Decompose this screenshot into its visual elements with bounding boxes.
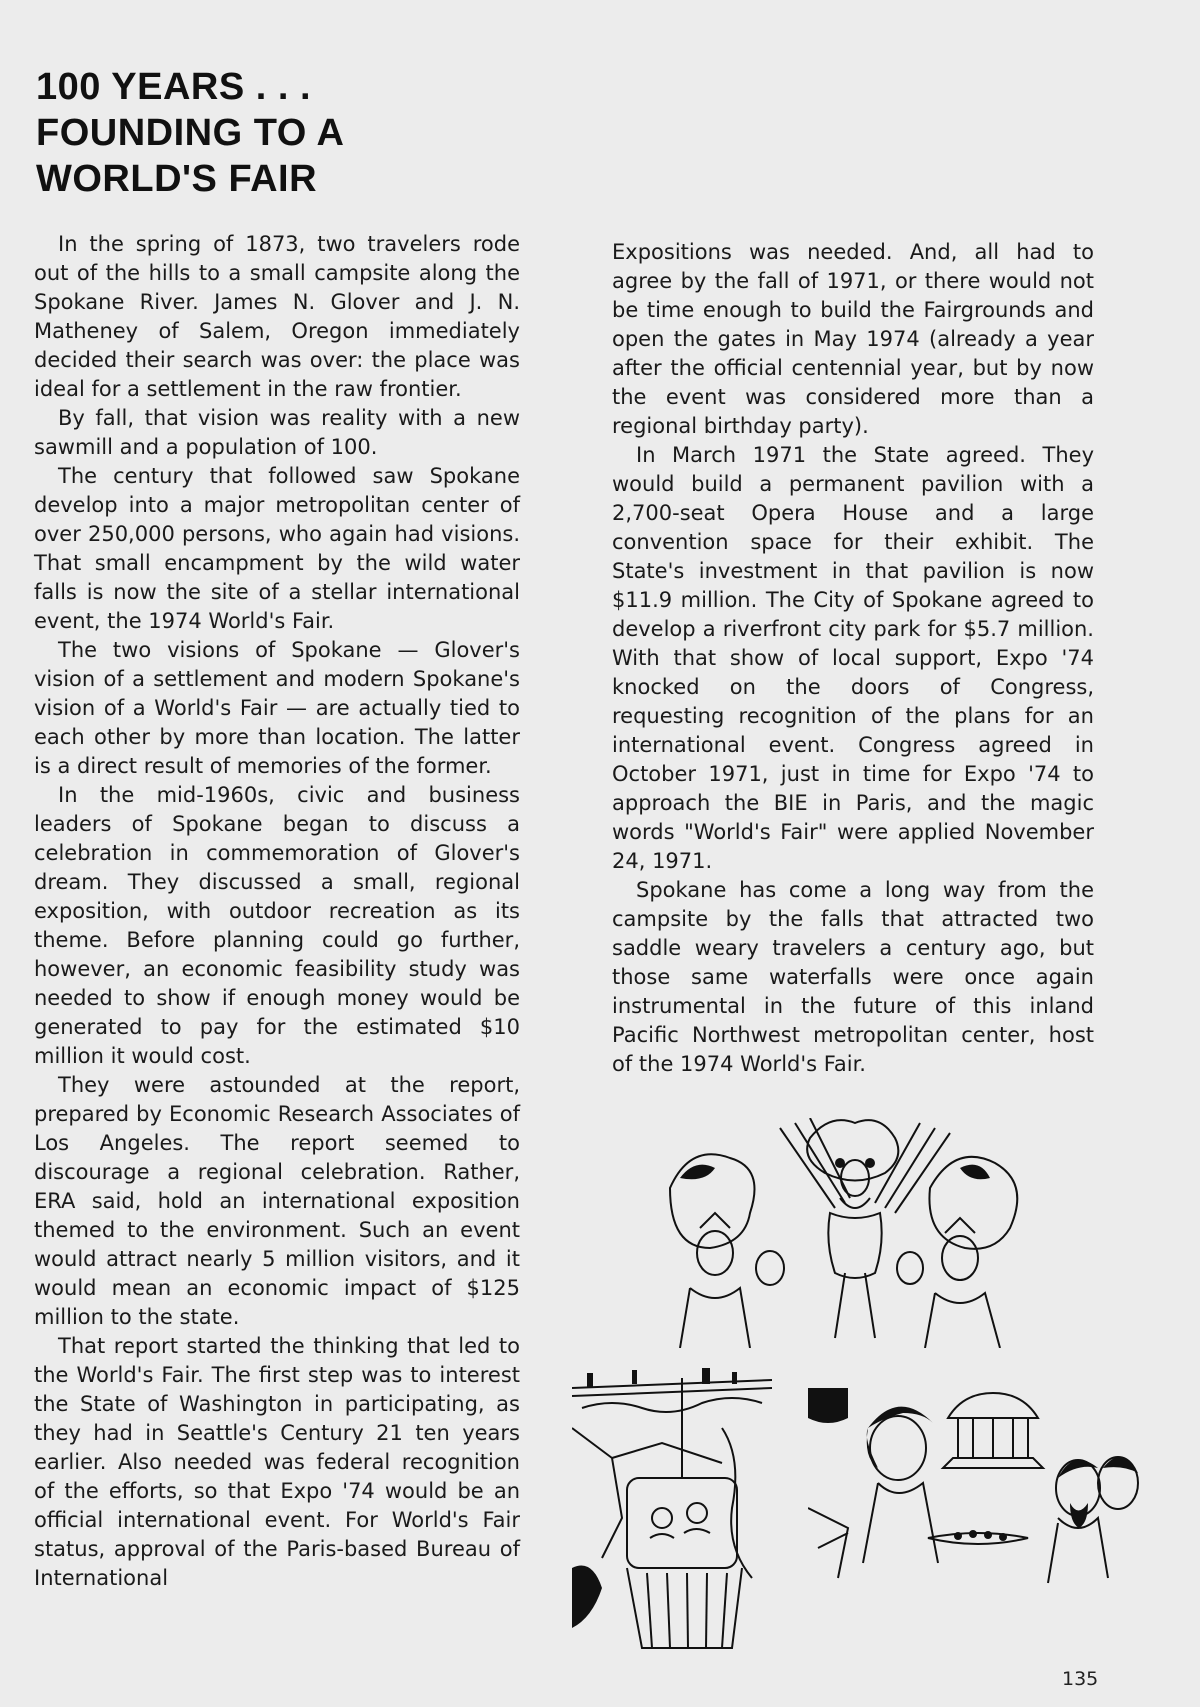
paragraph: They were astounded at the report, prepared by Economic Research Associates of Los Angeles. The report seemed to discourage a regional celebration. Rather, ERA said, hold an international exposition themed to the environment. Such an event would attract nearly 5 million visitors, and it would mean an economic impact of $125 million to the state. xyxy=(34,1073,520,1329)
page-title xyxy=(36,64,556,202)
paragraph: Spokane has come a long way from the campsite by the falls that attracted two saddle weary travelers a century ago, but those same waterfalls were once again instrumental in the future of this inland Pacific Northwest metropolitan center, host of the 1974 World's Fair. xyxy=(612,878,1094,1076)
paragraph: The century that followed saw Spokane develop into a major metropolitan center of over 250,000 persons, who again had visions. That small encampment by the wild water falls is now the site of a stellar international event, the 1974 World's Fair. xyxy=(34,464,520,633)
gondola-illustration xyxy=(572,1368,772,1658)
page-number: 135 xyxy=(1062,1668,1099,1690)
article-right-column xyxy=(612,238,1094,1079)
title-line-3: WORLD'S FAIR xyxy=(36,158,318,200)
paragraph: That report started the thinking that led to the World's Fair. The first step was to interest the State of Washington in participating, as they had in Seattle's Century 21 ten years earlier. Also needed was federal recognition of the efforts, so that Expo '74 would be an official international event. For World's Fair status, approval of the Paris-based Bureau of International xyxy=(34,1334,520,1590)
article-left-column xyxy=(34,230,520,1593)
paragraph-continued: Expositions was needed. And, all had to agree by the fall of 1971, or there would not be time enough to build the Fairgrounds and open the gates in May 1974 (already a year after the official centennial year, but by now the event was considered more than a regional birthday party). xyxy=(612,240,1094,438)
title-line-2: FOUNDING TO A xyxy=(36,112,345,154)
paragraph: In the mid-1960s, civic and business leaders of Spokane began to discuss a celebration in commemoration of Glover's dream. They discussed a small, regional exposition, with outdoor recreation as its theme. Before planning could go further, however, an economic feasibility study was needed to show if enough money would be generated to pay for the estimated $10 million it would cost. xyxy=(34,783,520,1068)
paragraph: In March 1971 the State agreed. They would build a permanent pavilion with a 2,700-seat Opera House and a large convention space for their exhibit. The State's investment in that pavilion is now $11.9 million. The City of Spokane agreed to develop a riverfront city park for $5.7 million. With that show of local support, Expo '74 knocked on the doors of Congress, requesting recognition of the plans for an international event. Congress agreed in October 1971, just in time for Expo '74 to approach the BIE in Paris, and the magic words "World's Fair" were applied November 24, 1971. xyxy=(612,443,1094,873)
paragraph: In the spring of 1873, two travelers rode out of the hills to a small campsite along the Spokane River. James N. Glover and J. N. Matheney of Salem, Oregon immediately decided their search was over: the place was ideal for a settlement in the raw frontier. xyxy=(34,232,520,401)
dining-illustration xyxy=(808,1388,1148,1588)
paragraph: The two visions of Spokane — Glover's vision of a settlement and modern Spokane's vision of a World's Fair — are actually tied to each other by more than location. The latter is a direct result of memories of the former. xyxy=(34,638,520,778)
paragraph: By fall, that vision was reality with a new sawmill and a population of 100. xyxy=(34,406,520,459)
title-line-1: 100 YEARS . . . xyxy=(36,66,312,108)
dancers-illustration xyxy=(660,1118,1030,1348)
